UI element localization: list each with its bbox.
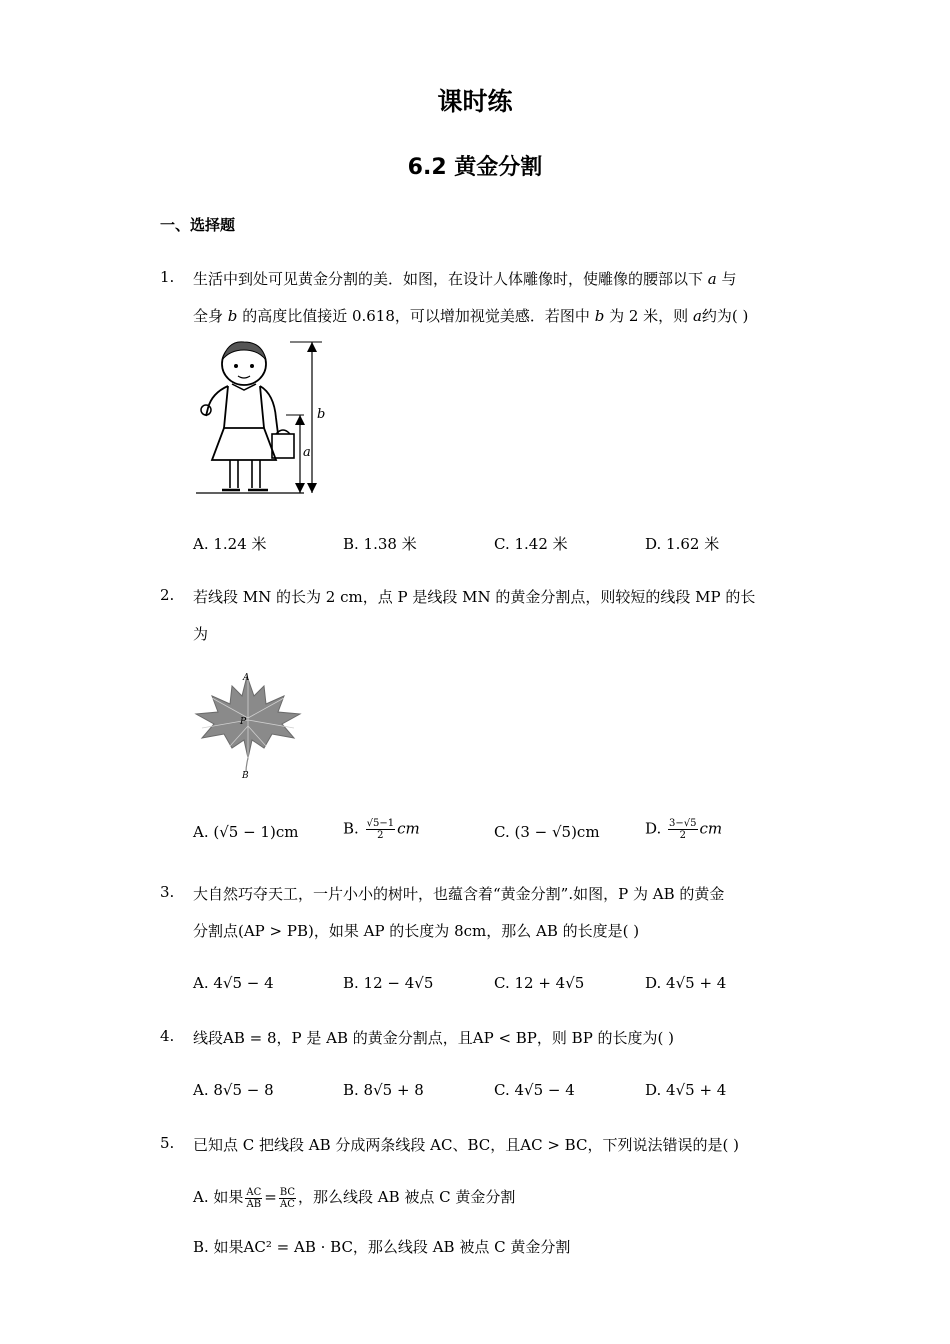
- q2-option-a[interactable]: A. (√5 − 1)cm: [193, 823, 299, 841]
- label-B: B: [242, 771, 249, 781]
- label-P: P: [240, 717, 247, 727]
- q1-option-a[interactable]: A. 1.24 米: [193, 535, 267, 553]
- label-A: A: [243, 673, 250, 683]
- question-3-line-2: 分割点(AP > PB)，如果 AP 的长度为 8cm，那么 AB 的长度是( ): [193, 922, 640, 940]
- page-subtitle: 6.2 黄金分割: [407, 155, 543, 180]
- q3-option-b[interactable]: B. 12 − 4√5: [343, 974, 434, 992]
- q4-option-b[interactable]: B. 8√5 + 8: [343, 1081, 424, 1099]
- q1-option-d[interactable]: D. 1.62 米: [645, 535, 720, 553]
- q2-option-d[interactable]: D. $\frac{3-√5}{2}$ cm: [645, 818, 723, 841]
- label-a: a: [303, 445, 311, 460]
- question-5-line-1: 已知点 C 把线段 AB 分成两条线段 AC、BC，且AC > BC，下列说法错误的是( ): [193, 1136, 739, 1154]
- question-4-line-1: 线段AB = 8，P 是 AB 的黄金分割点，且AP < BP，则 BP 的长度为( ): [193, 1029, 675, 1047]
- q3-option-c[interactable]: C. 12 + 4√5: [494, 974, 585, 992]
- q4-option-d[interactable]: D. 4√5 + 4: [645, 1081, 727, 1099]
- sculpture-figure: [192, 338, 332, 498]
- question-4-number: 4.: [160, 1027, 175, 1045]
- question-1-line-2: 全身 b 的高度比值接近 0.618，可以增加视觉美感．若图中 b 为 2 米，则 a约为( ): [193, 307, 749, 325]
- question-3-line-1: 大自然巧夺天工，一片小小的树叶，也蕴含着“黄金分割”.如图，P 为 AB 的黄金: [193, 885, 725, 903]
- q1-option-c[interactable]: C. 1.42 米: [494, 535, 568, 553]
- question-2-line-1: 若线段 MN 的长为 2 cm，点 P 是线段 MN 的黄金分割点，则较短的线段 MP 的长: [193, 588, 756, 606]
- section-heading: 一、选择题: [160, 216, 236, 234]
- maple-leaf-figure: [192, 668, 307, 783]
- question-5-number: 5.: [160, 1134, 175, 1152]
- q4-option-c[interactable]: C. 4√5 − 4: [494, 1081, 575, 1099]
- question-2-line-2: 为: [193, 625, 209, 643]
- q5-option-a[interactable]: A. 如果 $\frac{AC}{AB}$ = $\frac{BC}{AC}$ ，那么线段 AB 被点 C 黄金分割: [193, 1186, 516, 1210]
- label-b: b: [317, 407, 326, 422]
- question-1-line-1: 生活中到处可见黄金分割的美．如图，在设计人体雕像时，使雕像的腰部以下 a 与: [193, 270, 737, 288]
- q3-option-d[interactable]: D. 4√5 + 4: [645, 974, 727, 992]
- q1-option-b[interactable]: B. 1.38 米: [343, 535, 417, 553]
- question-3-number: 3.: [160, 883, 175, 901]
- q5-option-b[interactable]: B. 如果AC² = AB · BC，那么线段 AB 被点 C 黄金分割: [193, 1238, 571, 1256]
- question-2-number: 2.: [160, 586, 175, 604]
- q4-option-a[interactable]: A. 8√5 − 8: [193, 1081, 274, 1099]
- q2-option-c[interactable]: C. (3 − √5)cm: [494, 823, 600, 841]
- question-1-number: 1.: [160, 268, 175, 286]
- q2-option-b[interactable]: B. $\frac{√5-1}{2}$ cm: [343, 818, 420, 841]
- page-title: 课时练: [437, 87, 513, 116]
- q3-option-a[interactable]: A. 4√5 − 4: [193, 974, 274, 992]
